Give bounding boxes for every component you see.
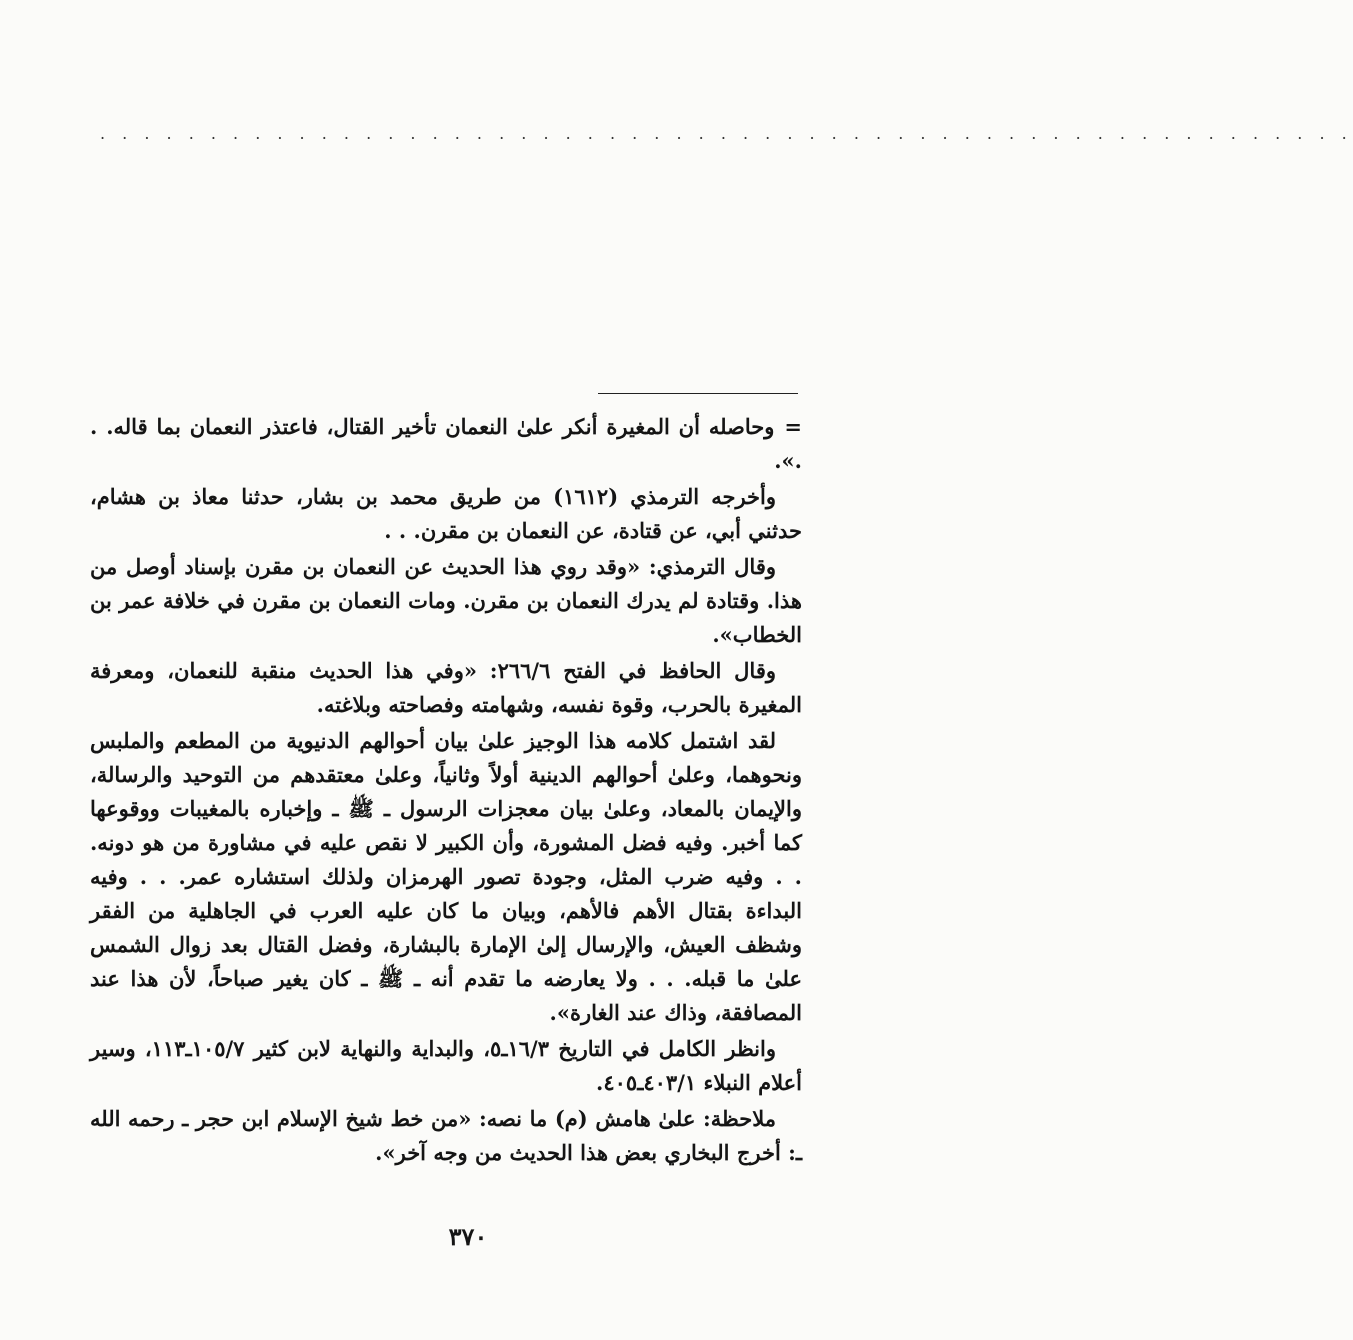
footnote-paragraph-7: ملاحظة: علىٰ هامش (م) ما نصه: «من خط شيخ الإسلام ابن حجر ـ رحمه الله ـ: أخرج البخاري بعض هذا الحديث من وجه آخر». — [90, 1106, 802, 1165]
footnote-paragraph-2: وأخرجه الترمذي (١٦١٢) من طريق محمد بن بشار، حدثنا معاذ بن هشام، حدثني أبي، عن قتادة، عن النعمان بن مقرن. . . — [90, 484, 802, 543]
page-number: ٣٧٠ — [448, 1222, 488, 1251]
continuation-mark: = — [784, 414, 802, 439]
footnote-paragraph-5: لقد اشتمل كلامه هذا الوجيز علىٰ بيان أحوالهم الدنيوية من المطعم والملبس ونحوهما، وعلىٰ أحوالهم الدينية أولاً وثانياً، وعلىٰ معتقدهم من التوحيد والرسالة، والإيمان بالمعاد، وعلىٰ بيان معجزات الرسول ـ ﷺ ـ وإخباره بالمغيبات ووقوعها كما أخبر. وفيه فضل المشورة، وأن الكبير لا نقص عليه في مشاورة من هو دونه. . . وفيه ضرب المثل، وجودة تصور الهرمزان ولذلك استشاره عمر. . . وفيه البداءة بقتال الأهم فالأهم، وبيان ما كان عليه العرب في الجاهلية من الفقر وشظف العيش، والإرسال إلىٰ الإمارة بالبشارة، وفضل القتال بعد زوال الشمس علىٰ ما قبله. . . ولا يعارضه ما تقدم أنه ـ ﷺ ـ كان يغير صباحاً، لأن هذا عند المصافقة، وذاك عند الغارة». — [90, 728, 802, 1025]
separator-dots: . . . . . . . . . . . . . . . . . . . . . . . . . . . . . . . . . . . . . . . . . . . . . . . . . . . . . . . . . — [100, 124, 1353, 143]
footnote-paragraph-1 — [90, 410, 802, 478]
footnote-paragraph-6: وانظر الكامل في التاريخ ١٦/٣ـ٥، والبداية والنهاية لابن كثير ١٠٥/٧ـ١١٣، وسير أعلام النبلاء ٤٠٣/١ـ٤٠٥. — [90, 1036, 802, 1095]
footnotes — [90, 410, 802, 1170]
footnote-paragraph-4: وقال الحافظ في الفتح ٢٦٦/٦: «وفي هذا الحديث منقبة للنعمان، ومعرفة المغيرة بالحرب، وقوة نفسه، وشهامته وفصاحته وبلاغته. — [90, 658, 802, 717]
footnote-paragraph-3: وقال الترمذي: «وقد روي هذا الحديث عن النعمان بن مقرن بإسناد أوصل من هذا. وقتادة لم يدرك النعمان بن مقرن. ومات النعمان بن مقرن في خلافة عمر بن الخطاب». — [90, 554, 802, 647]
footnote-paragraph-1-text: وحاصله أن المغيرة أنكر علىٰ النعمان تأخير القتال، فاعتذر النعمان بما قاله. . .». — [90, 414, 802, 473]
footnote-rule — [598, 393, 798, 394]
